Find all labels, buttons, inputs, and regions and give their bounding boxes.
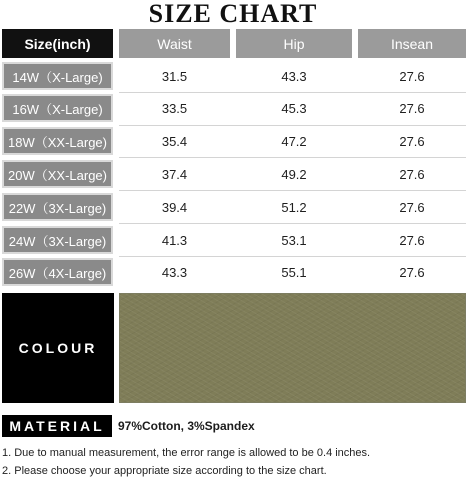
- size-label: 20W（XX-Large): [2, 160, 113, 188]
- row-divider: [119, 92, 466, 93]
- size-label: 16W（X-Large): [2, 94, 113, 122]
- insean-value: 27.6: [358, 193, 466, 221]
- waist-value: 35.4: [119, 127, 230, 155]
- size-label: 22W（3X-Large): [2, 193, 113, 221]
- page-title: SIZE CHART: [148, 0, 318, 28]
- waist-value: 39.4: [119, 193, 230, 221]
- insean-value: 27.6: [358, 160, 466, 188]
- measurement-note: 1. Due to manual measurement, the error range is allowed to be 0.4 inches.: [2, 447, 371, 459]
- size-label: 18W（XX-Large): [2, 127, 113, 155]
- row-divider: [119, 125, 466, 126]
- insean-value: 27.6: [358, 127, 466, 155]
- insean-value: 27.6: [358, 62, 466, 90]
- hip-value: 47.2: [236, 127, 352, 155]
- row-divider: [119, 223, 466, 224]
- insean-value: 27.6: [358, 94, 466, 122]
- size-choice-note: 2. Please choose your appropriate size according to the size chart.: [2, 465, 327, 477]
- colour-label: COLOUR: [2, 293, 114, 403]
- hip-value: 45.3: [236, 94, 352, 122]
- size-label: 26W（4X-Large): [2, 258, 113, 286]
- waist-value: 33.5: [119, 94, 230, 122]
- row-divider: [119, 190, 466, 191]
- waist-value: 43.3: [119, 258, 230, 286]
- hip-value: 43.3: [236, 62, 352, 90]
- material-value: 97%Cotton, 3%Spandex: [118, 419, 255, 433]
- hip-value: 53.1: [236, 226, 352, 254]
- hip-value: 49.2: [236, 160, 352, 188]
- colour-swatch: [119, 293, 466, 403]
- row-divider: [119, 256, 466, 257]
- row-divider: [119, 157, 466, 158]
- size-label: 24W（3X-Large): [2, 226, 113, 254]
- hip-value: 55.1: [236, 258, 352, 286]
- header-size: Size(inch): [2, 29, 113, 58]
- header-hip: Hip: [236, 29, 352, 58]
- insean-value: 27.6: [358, 226, 466, 254]
- insean-value: 27.6: [358, 258, 466, 286]
- size-label: 14W（X-Large): [2, 62, 113, 90]
- material-label: MATERIAL: [2, 415, 112, 437]
- header-waist: Waist: [119, 29, 230, 58]
- hip-value: 51.2: [236, 193, 352, 221]
- waist-value: 31.5: [119, 62, 230, 90]
- waist-value: 37.4: [119, 160, 230, 188]
- header-insean: Insean: [358, 29, 466, 58]
- waist-value: 41.3: [119, 226, 230, 254]
